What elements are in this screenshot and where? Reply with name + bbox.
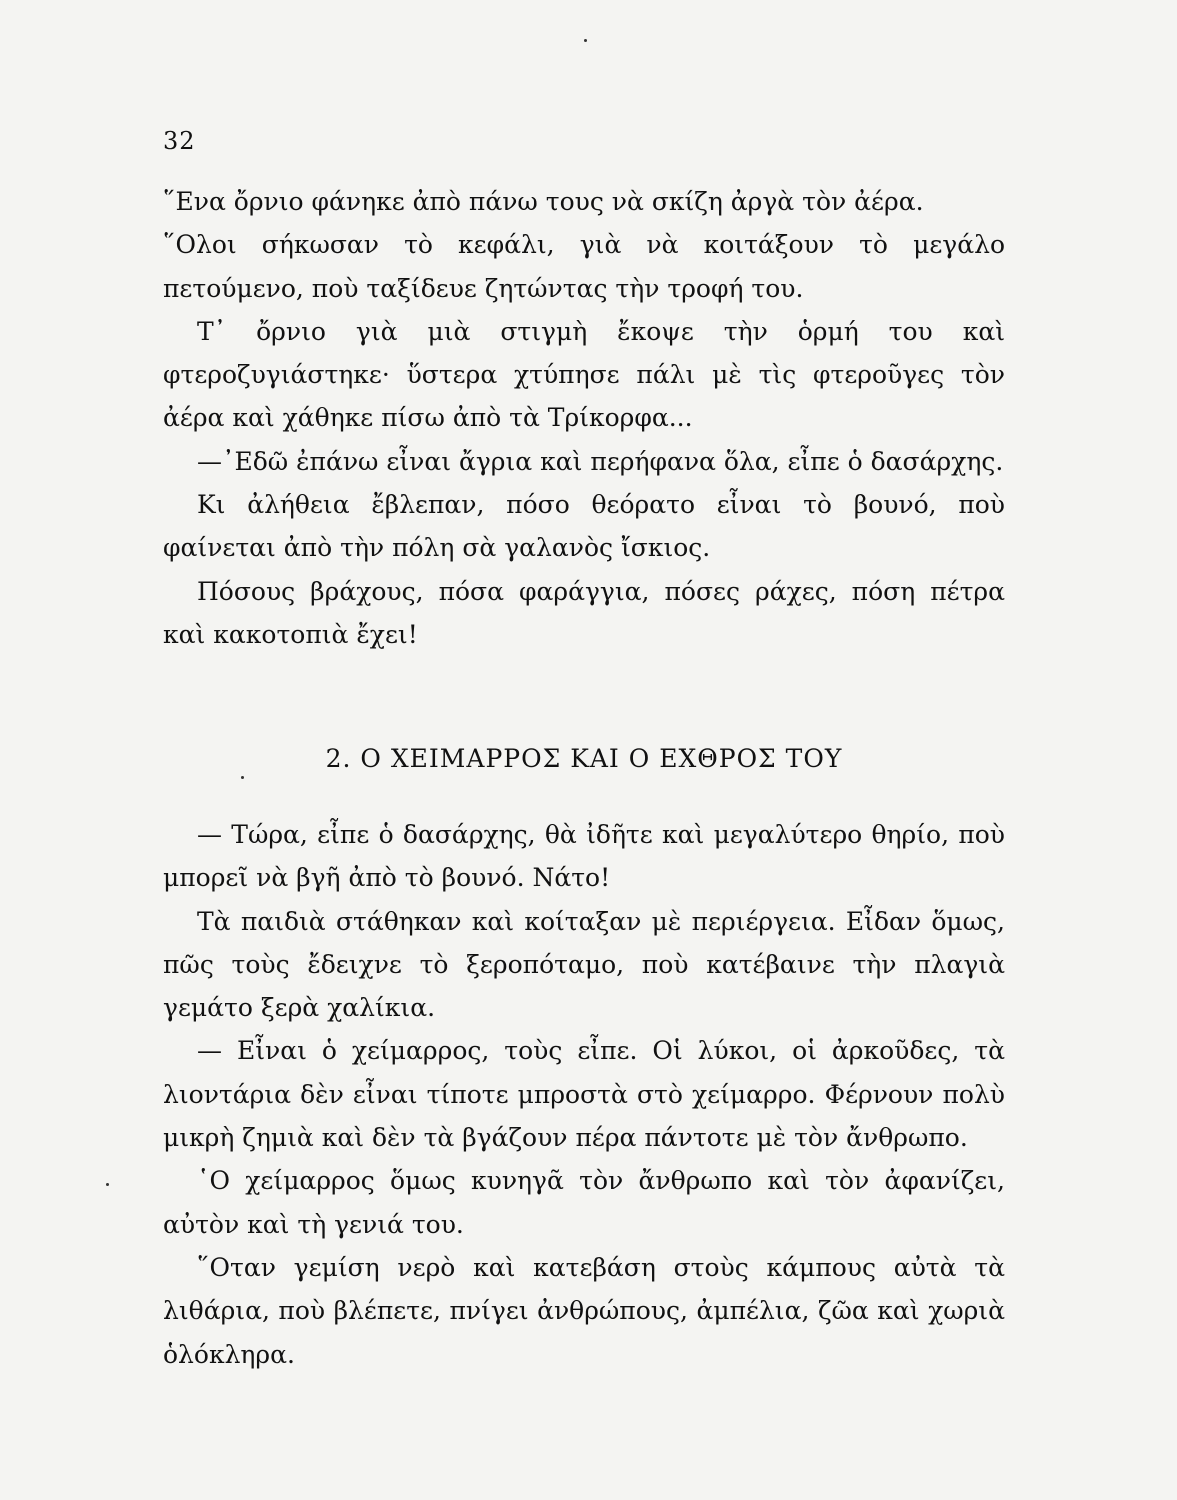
print-speck	[106, 1183, 109, 1186]
print-speck	[241, 776, 244, 779]
paragraph: Κι ἀλήθεια ἔβλεπαν, πόσο θεόρατο εἶναι τὸ βουνό, ποὺ φαίνεται ἀπὸ τὴν πόλη σὰ γαλανὸς ἴσκιος.	[163, 490, 1005, 563]
paragraph: —᾽Εδῶ ἐπάνω εἶναι ἄγρια καὶ περήφανα ὅλα, εἶπε ὁ δασάρχης.	[197, 446, 1004, 476]
paragraph: ῞Οταν γεμίση νερὸ καὶ κατεβάση στοὺς κάμπους αὐτὰ τὰ λιθάρια, ποὺ βλέπετε, πνίγει ἀνθρώπους, ἀμπέλια, ζῶα καὶ χωριὰ ὁλόκληρα.	[163, 1252, 1005, 1369]
paragraph: Πόσους βράχους, πόσα φαράγγια, πόσες ράχες, πόση πέτρα καὶ κακοτοπιὰ ἔχει!	[163, 576, 1005, 649]
paragraph: ῞Ολοι σήκωσαν τὸ κεφάλι, γιὰ νὰ κοιτάξουν τὸ μεγάλο πετούμενο, ποὺ ταξίδευε ζητώντας τὴν τροφή του.	[163, 230, 1005, 303]
paragraph: — Τώρα, εἶπε ὁ δασάρχης, θὰ ἰδῆτε καὶ μεγαλύτερο θηρίο, ποὺ μπορεῖ νὰ βγῆ ἀπὸ τὸ βουνό. Νάτο!	[163, 820, 1005, 893]
text-block-before-heading	[163, 180, 1005, 656]
text-block-after-heading	[163, 813, 1005, 1376]
paragraph: — Εἶναι ὁ χείμαρρος, τοὺς εἶπε. Οἱ λύκοι, οἱ ἀρκοῦδες, τὰ λιοντάρια δὲν εἶναι τίποτε μπροστὰ στὸ χείμαρρο. Φέρνουν πολὺ μικρὴ ζημιὰ καὶ δὲν τὰ βγάζουν πέρα πάντοτε μὲ τὸν ἄνθρωπο.	[163, 1036, 1005, 1153]
paragraph: Τὰ παιδιὰ στάθηκαν καὶ κοίταξαν μὲ περιέργεια. Εἶδαν ὅμως, πῶς τοὺς ἔδειχνε τὸ ξεροπόταμο, ποὺ κατέβαινε τὴν πλαγιὰ γεμάτο ξερὰ χαλίκια.	[163, 906, 1005, 1023]
section-heading: 2. Ο ΧΕΙΜΑΡΡΟΣ ΚΑΙ Ο ΕΧΘΡΟΣ ΤΟΥ	[325, 744, 843, 773]
paragraph: ῞Ενα ὄρνιο φάνηκε ἀπὸ πάνω τους νὰ σκίζη ἀργὰ τὸν ἀέρα.	[163, 187, 924, 216]
paragraph: ῾Ο χείμαρρος ὅμως κυνηγᾶ τὸν ἄνθρωπο καὶ τὸν ἀφανίζει, αὐτὸν καὶ τὴ γενιά του.	[163, 1166, 1005, 1239]
print-speck	[584, 39, 587, 42]
paragraph: Τ᾽ ὄρνιο γιὰ μιὰ στιγμὴ ἔκοψε τὴν ὁρμή του καὶ φτεροζυγιάστηκε· ὕστερα χτύπησε πάλι μὲ τὶς φτεροῦγες τὸν ἀέρα καὶ χάθηκε πίσω ἀπὸ τὰ Τρίκορφα...	[163, 316, 1005, 433]
page-number: 32	[163, 127, 196, 155]
